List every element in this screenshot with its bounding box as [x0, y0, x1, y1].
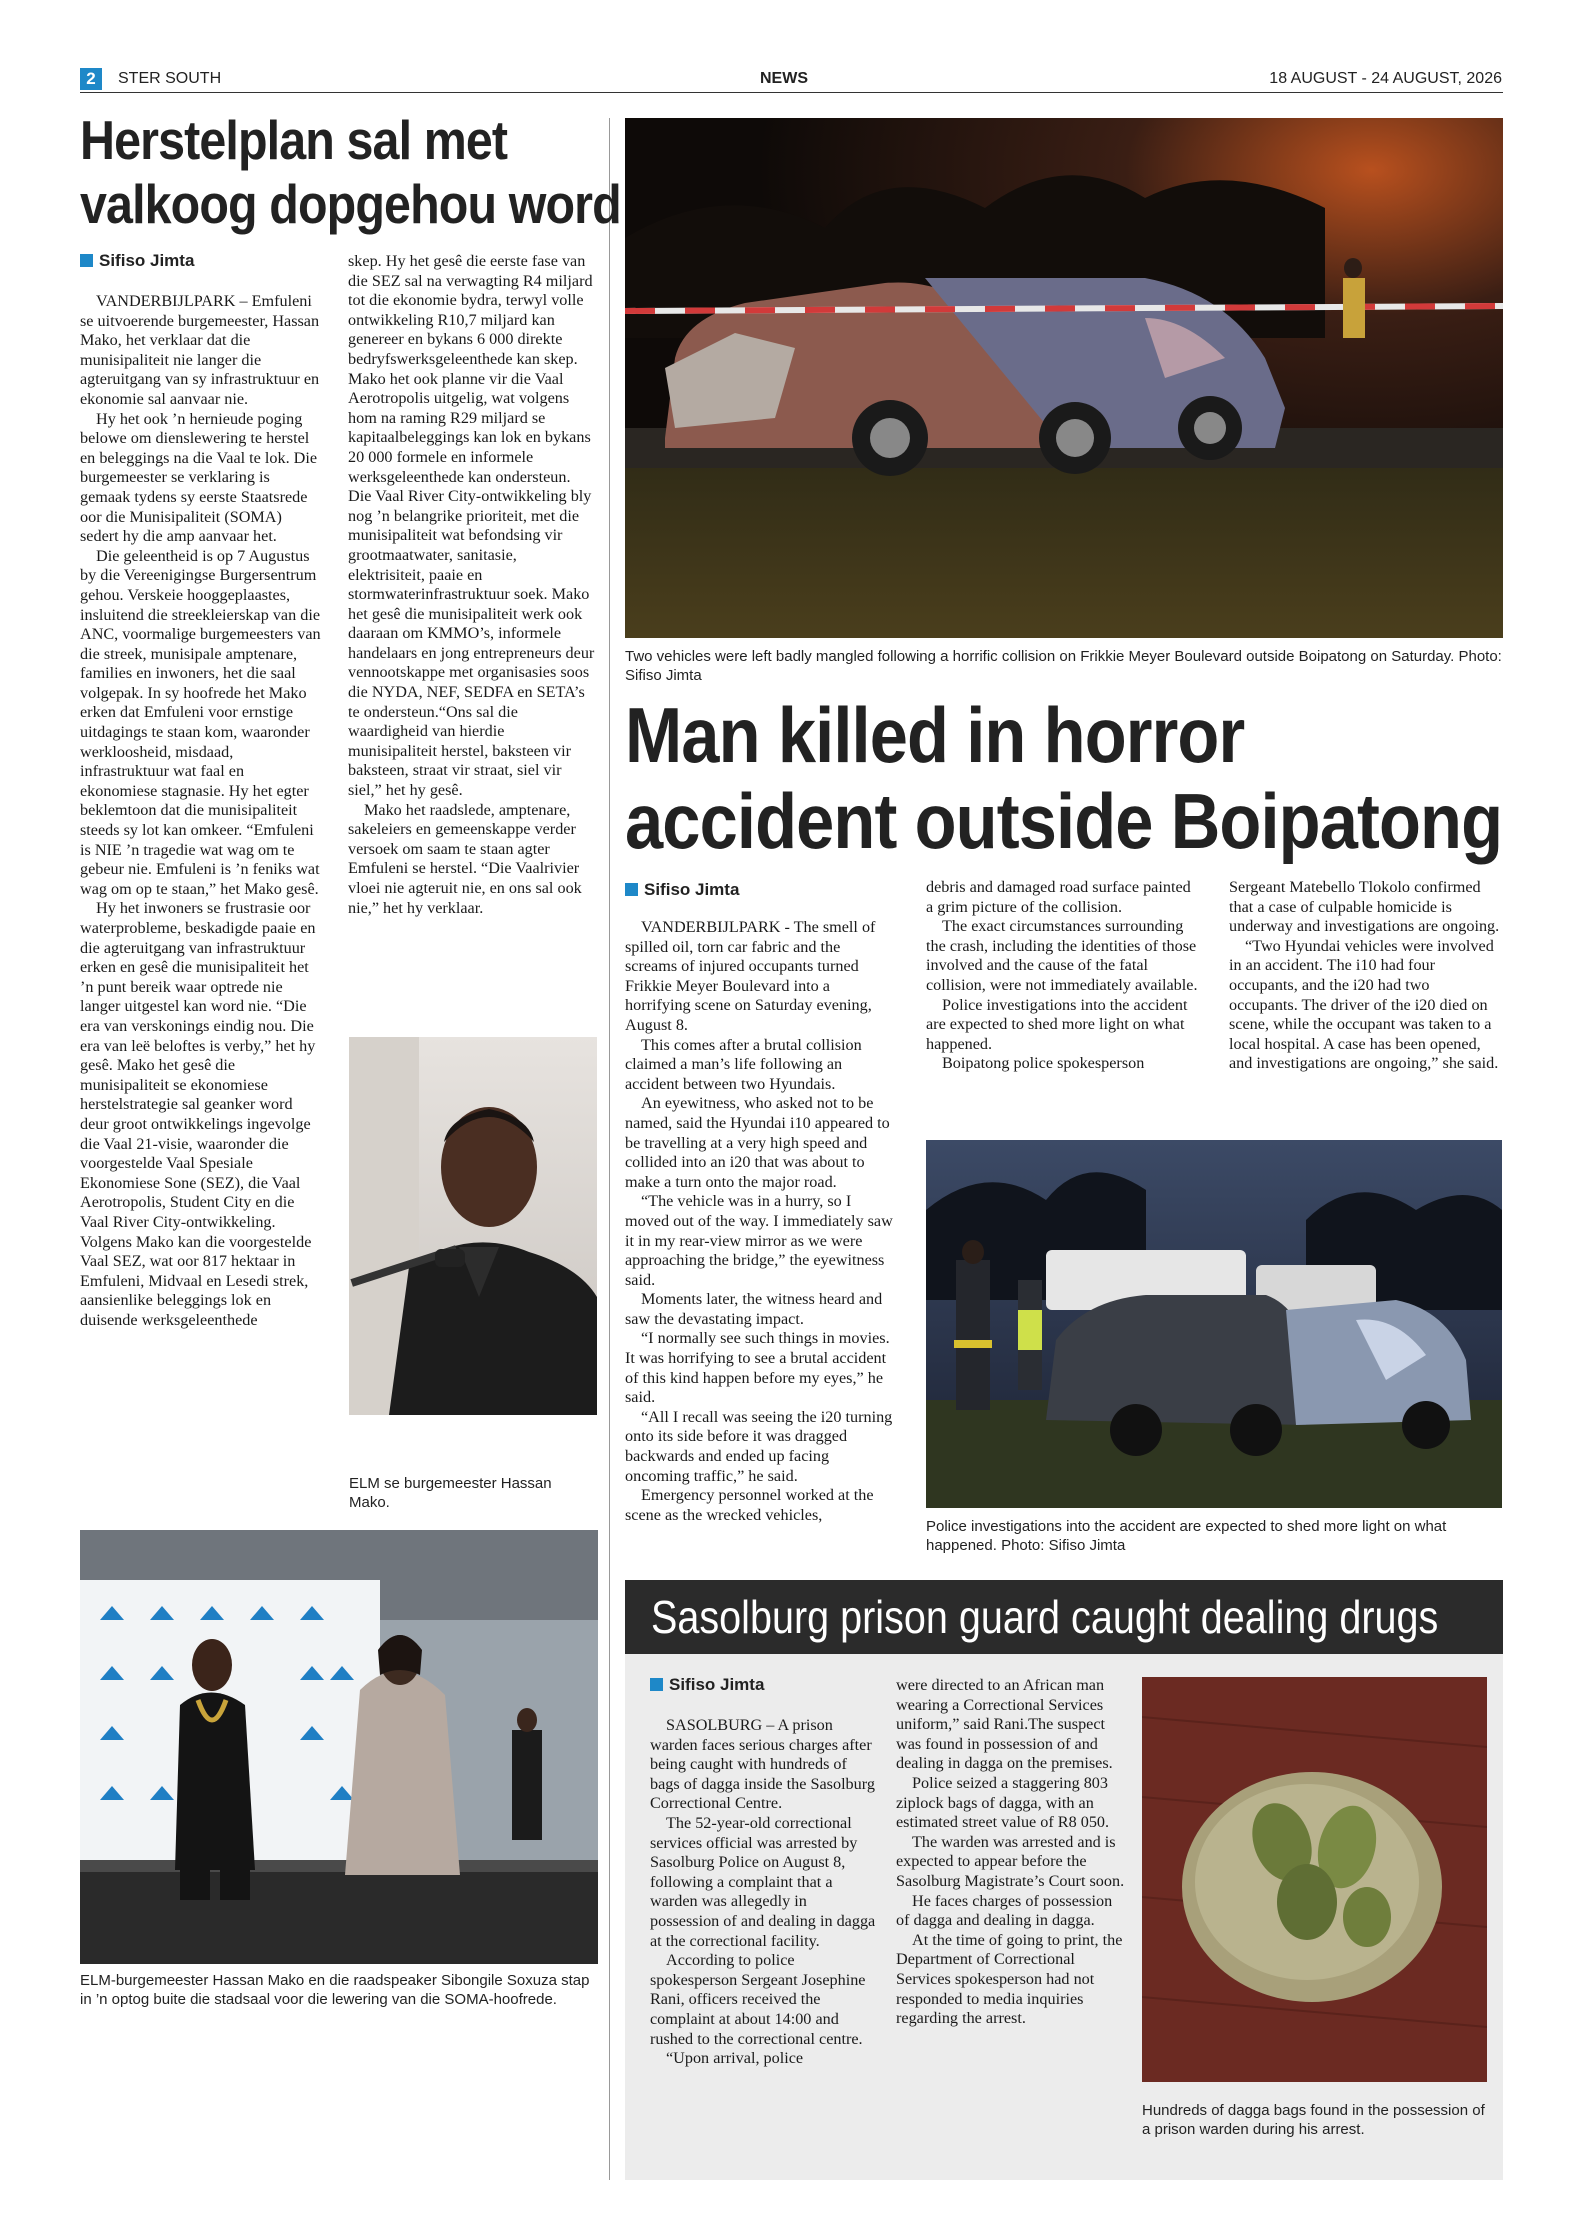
paragraph: Police investigations into the accident are expected to shed more light on what happened.	[926, 995, 1188, 1053]
paragraph: “Two Hyundai vehicles were involved in an accident. The i10 had four occupants, and the i20 had two occupants. The driver of the i20 died on scene, while the occupant was taken to a local hospital. A case has been opened, and investigations are ongoing,” she said.	[1229, 936, 1499, 1073]
article3-headline: Sasolburg prison guard caught dealing drugs	[651, 1591, 1439, 1643]
procession-photo	[80, 1530, 598, 1964]
article2-column-2	[926, 878, 1199, 1118]
paragraph: VANDERBIJLPARK - The smell of spilled oil, torn car fabric and the screams of injured occupants turned Frikkie Meyer Boulevard into a horrifying scene on Saturday evening, August 8.	[625, 918, 876, 1034]
paragraph: This comes after a brutal collision claimed a man’s life following an accident between two Hyundais.	[625, 1035, 862, 1093]
paragraph: “All I recall was seeing the i20 turning onto its side before it was dragged backwards and ended up facing oncoming traffic,” he said.	[625, 1407, 893, 1485]
article2-byline-name: Sifiso Jimta	[644, 880, 740, 899]
dagga-caption: Hundreds of dagga bags found in the possession of a prison warden during his arrest.	[1142, 2102, 1485, 2138]
paragraph: Hy het inwoners se frustrasie oor waterprobleme, beskadigde paaie en die agteruitgang van infrastruktuur erken en gesê die munisipaliteit het ’n punt bereik waar optrede nie langer uitgestel kan word nie. “Die era van verskonings eindig nou. Die era van leë beloftes is verby,” het hy gesê. Mako het gesê die munisipaliteit se ekonomiese herstelstrategie sal geanker word deur groot ontwikkelings ingevolge die Vaal 21-visie, waaronder die voorgestelde Vaal Spesiale Ekonomiese Sone (SEZ), die Vaal Aerotropolis, Student City en die Vaal River City-ontwikkeling. Volgens Mako kan die voorgestelde Vaal SEZ, wat oor 817 hektaar in Emfuleni, Midvaal en Lesedi strek, aansienlike beleggings lok en duisende werksgeleenthede	[80, 899, 316, 1329]
paragraph: Hy het ook ’n hernieude poging belowe om dienslewering te herstel en beleggings na die Vaal te lok. Die burgemeester se verklaring is gemaak tydens sy eerste Staatsrede oor die Munisipaliteit (SOMA) sedert hy die amp aanvaar het.	[80, 409, 318, 546]
byline-square-icon	[650, 1678, 663, 1691]
paragraph: The exact circumstances surrounding the crash, including the identities of those involved and the cause of the fatal collision, were not immediately available.	[926, 917, 1198, 994]
publication-name: STER SOUTH	[118, 70, 222, 87]
crash-scene-photo	[926, 1140, 1502, 1508]
paragraph: were directed to an African man wearing a Correctional Services uniform,” said Rani.The suspect was found in possession of and dealing in dagga on the premises.	[896, 1676, 1113, 1773]
header-rule	[80, 92, 1503, 93]
article3-column-2	[896, 1676, 1128, 2156]
paragraph: “Upon arrival, police	[666, 2049, 804, 2068]
byline-square-icon	[625, 883, 638, 896]
article2-headline-line2: accident outside Boipatong	[625, 777, 1503, 865]
byline-square-icon	[80, 254, 93, 267]
paragraph: Boipatong police spokesperson	[942, 1054, 1145, 1073]
article1-column-2	[348, 252, 596, 1020]
article2-headline-line1: Man killed in horror	[625, 691, 1245, 779]
mayor-portrait-photo	[349, 1037, 597, 1415]
article1-byline	[80, 251, 194, 271]
procession-caption: ELM-burgemeester Hassan Mako en die raadspeaker Sibongile Soxuza stap in ’n optog buite die stadsaal voor die lewering van die SOMA-hoofrede.	[80, 1972, 590, 2008]
paragraph: Die geleentheid is op 7 Augustus by die Vereenigingse Burgersentrum gehou. Verskeie hooggeplaastes, insluitend die streekleierskap van die ANC, voormalige burgemeesters van die streek, munisipale amptenare, families en inwoners, het die saal volgepak. In sy hoofrede het Mako erken dat Emfuleni voor ernstige uitdagings te staan kom, waaronder werkloosheid, misdaad, infrastruktuur wat faal en ekonomiese stagnasie. Hy het egter beklemtoon dat die munisipaliteit steeds sy lot kan omkeer. “Emfuleni is NIE ’n tragedie wat wag om te gebeur nie. Emfuleni is ’n feniks wat wag om op te staan,” het Mako gesê.	[80, 546, 321, 898]
article1-column-1	[80, 292, 324, 1520]
article1-byline-name: Sifiso Jimta	[99, 251, 195, 270]
article2-byline	[625, 880, 739, 900]
article2-column-3	[1229, 878, 1502, 1118]
article1-headline-line1: Herstelplan sal met	[80, 109, 508, 171]
article2-headline	[625, 692, 1502, 864]
paragraph: At the time of going to print, the Department of Correctional Services spokesperson had not responded to media inquiries regarding the arrest.	[896, 1930, 1123, 2028]
section-label: NEWS	[760, 70, 808, 87]
paragraph: He faces charges of possession of dagga and dealing in dagga.	[896, 1891, 1113, 1930]
paragraph: The warden was arrested and is expected to appear before the Sasolburg Magistrate’s Court soon.	[896, 1832, 1125, 1890]
column-divider	[609, 118, 610, 2180]
paragraph: debris and damaged road surface painted a grim picture of the collision.	[926, 878, 1191, 916]
article3-byline	[650, 1675, 764, 1695]
paragraph: According to police spokesperson Sergeant Josephine Rani, officers received the complaint at about 14:00 and rushed to the correctional centre.	[650, 1951, 866, 2048]
paragraph: “I normally see such things in movies. It was horrifying to see a brutal accident of this kind happen before my eyes,” he said.	[625, 1329, 890, 1407]
paragraph: SASOLBURG – A prison warden faces serious charges after being caught with hundreds of bags of dagga inside the Sasolburg Correctional Centre.	[650, 1716, 875, 1813]
paragraph: Mako het raadslede, amptenare, sakeleiers en gemeenskappe verder versoek om saam te staan agter Emfuleni se herstel. “Die Vaalrivier vloei nie agteruit nie, en ons sal ook nie,” het hy verklaar.	[348, 800, 582, 917]
dagga-bags-photo	[1142, 1677, 1487, 2082]
paragraph: Sergeant Matebello Tlokolo confirmed that a case of culpable homicide is underway and investigations are ongoing.	[1229, 878, 1500, 936]
paragraph: Police seized a staggering 803 ziplock bags of dagga, with an estimated street value of R8 050.	[896, 1773, 1110, 1832]
paragraph: skep. Hy het gesê die eerste fase van die SEZ sal na verwagting R4 miljard tot die ekonomie bydra, terwyl volle ontwikkeling R10,7 miljard kan genereer en bykans 6 000 direkte bedryfswerksgeleenthede kan skep. Mako het ook planne vir die Vaal Aerotropolis uitgelig, wat volgens hom na raming R29 miljard se kapitaalbeleggings kan lok en bykans 20 000 formele en informele werksgeleenthede kan ondersteun. Die Vaal River City-ontwikkeling bly nog ’n belangrike prioriteit, met die munisipaliteit wat befondsing vir grootmaatwater, sanitasie, elektrisiteit, paaie en stormwaterinfrastruktuur soek. Mako het gesê die munisipaliteit werk ook daaraan om KMMO’s, informele handelaars en jong entrepreneurs deur vennootskappe met organisasies soos die NYDA, NEF, SEDFA en SETA’s te ondersteun.“Ons sal die waardigheid van hierdie munisipaliteit herstel, baksteen vir baksteen, straat vir straat, siel vir siel,” het hy gesê.	[348, 252, 595, 800]
article1-headline-line2: valkoog dopgehou word	[80, 173, 621, 235]
article3-column-1	[650, 1716, 878, 2148]
crash-bottom-caption: Police investigations into the accident are expected to shed more light on what happened. Photo: Sifiso Jimta	[926, 1518, 1447, 1554]
article1-headline	[80, 108, 621, 236]
article3-byline-name: Sifiso Jimta	[669, 1675, 765, 1694]
paragraph: The 52-year-old correctional services official was arrested by Sasolburg Police on August 8, following a complaint that a warden was allegedly in possession of and dealing in dagga at the correctional facility.	[650, 1813, 876, 1950]
paragraph: Emergency personnel worked at the scene as the wrecked vehicles,	[625, 1486, 874, 1524]
crash-top-caption: Two vehicles were left badly mangled following a horrific collision on Frikkie Meyer Boulevard outside Boipatong on Saturday. Photo: Sifiso Jimta	[625, 648, 1502, 684]
page-number: 2	[80, 68, 102, 90]
issue-date: 18 AUGUST - 24 AUGUST, 2026	[1269, 70, 1502, 87]
paragraph: VANDERBIJLPARK – Emfuleni se uitvoerende burgemeester, Hassan Mako, het verklaar dat die munisipaliteit nie langer die agteruitgang van sy infrastruktuur en ekonomie sal aanvaar nie.	[80, 292, 320, 408]
paragraph: “The vehicle was in a hurry, so I moved out of the way. I immediately saw it in my rear-view mirror as we were approaching the bridge,” the eyewitness said.	[625, 1192, 893, 1289]
portrait-caption: ELM se burgemeester Hassan Mako.	[349, 1475, 552, 1511]
paragraph: An eyewitness, who asked not to be named, said the Hyundai i10 appeared to be travelling at a very high speed and collided into an i20 that was about to make a turn onto the major road.	[625, 1094, 890, 1191]
crash-night-photo	[625, 118, 1503, 638]
article2-column-1	[625, 918, 895, 1553]
article3-banner	[625, 1580, 1503, 1654]
paragraph: Moments later, the witness heard and saw the devastating impact.	[625, 1290, 883, 1328]
